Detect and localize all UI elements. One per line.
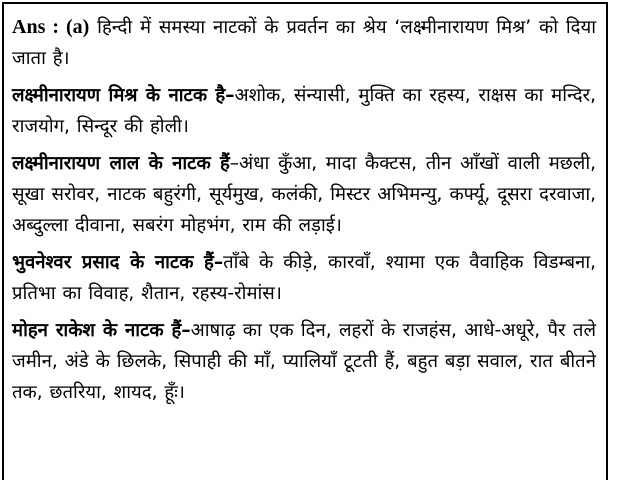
section-mishra	[12, 80, 596, 142]
section-rakesh	[12, 315, 596, 408]
answer-intro	[12, 12, 596, 74]
section-heading: मोहन राकेश के नाटक हैं–	[12, 320, 191, 341]
section-bhuvaneshwar	[12, 247, 596, 309]
section-heading: लक्ष्मीनारायण लाल के नाटक हैं	[12, 153, 230, 174]
answer-box	[2, 2, 608, 480]
section-text: –अंधा कुँआ, मादा कैक्टस, तीन आँखों वाली मछली, सूखा सरोवर, नाटक बहुरंगी, सूर्यमुख, कलंकी, मिस्टर अभिमन्यु, कर्फ्यू, दूसरा दरवाजा, अब्दुल्ला दीवाना, सबरंग मोहभंग, राम की लड़ाई।	[12, 153, 596, 236]
section-text: ताँबे के कीड़े, कारवाँ, श्यामा एक वैवाहिक विडम्बना, प्रतिभा का विवाह, शैतान, रहस्य-रोमांस।	[12, 252, 596, 304]
intro-text: हिन्दी में समस्या नाटकों के प्रवर्तन का श्रेय ‘लक्ष्मीनारायण मिश्र’ को दिया जाता है।	[12, 17, 596, 69]
section-text: आषाढ़ का एक दिन, लहरों के राजहंस, आधे-अधूरे, पैर तले जमीन, अंडे के छिलके, सिपाही की माँ, प्यालियाँ टूटती हैं, बहुत बड़ा सवाल, रात बीतने तक, छतरिया, शायद, हूँः।	[12, 320, 597, 403]
section-heading: लक्ष्मीनारायण मिश्र के नाटक है–	[12, 85, 235, 106]
answer-label: Ans : (a)	[12, 16, 90, 38]
section-heading: भुवनेश्वर प्रसाद के नाटक हैं–	[12, 252, 224, 273]
section-lal	[12, 148, 596, 241]
section-text: अशोक, संन्यासी, मुक्ति का रहस्य, राक्षस का मन्दिर, राजयोग, सिन्दूर की होली।	[12, 85, 597, 137]
